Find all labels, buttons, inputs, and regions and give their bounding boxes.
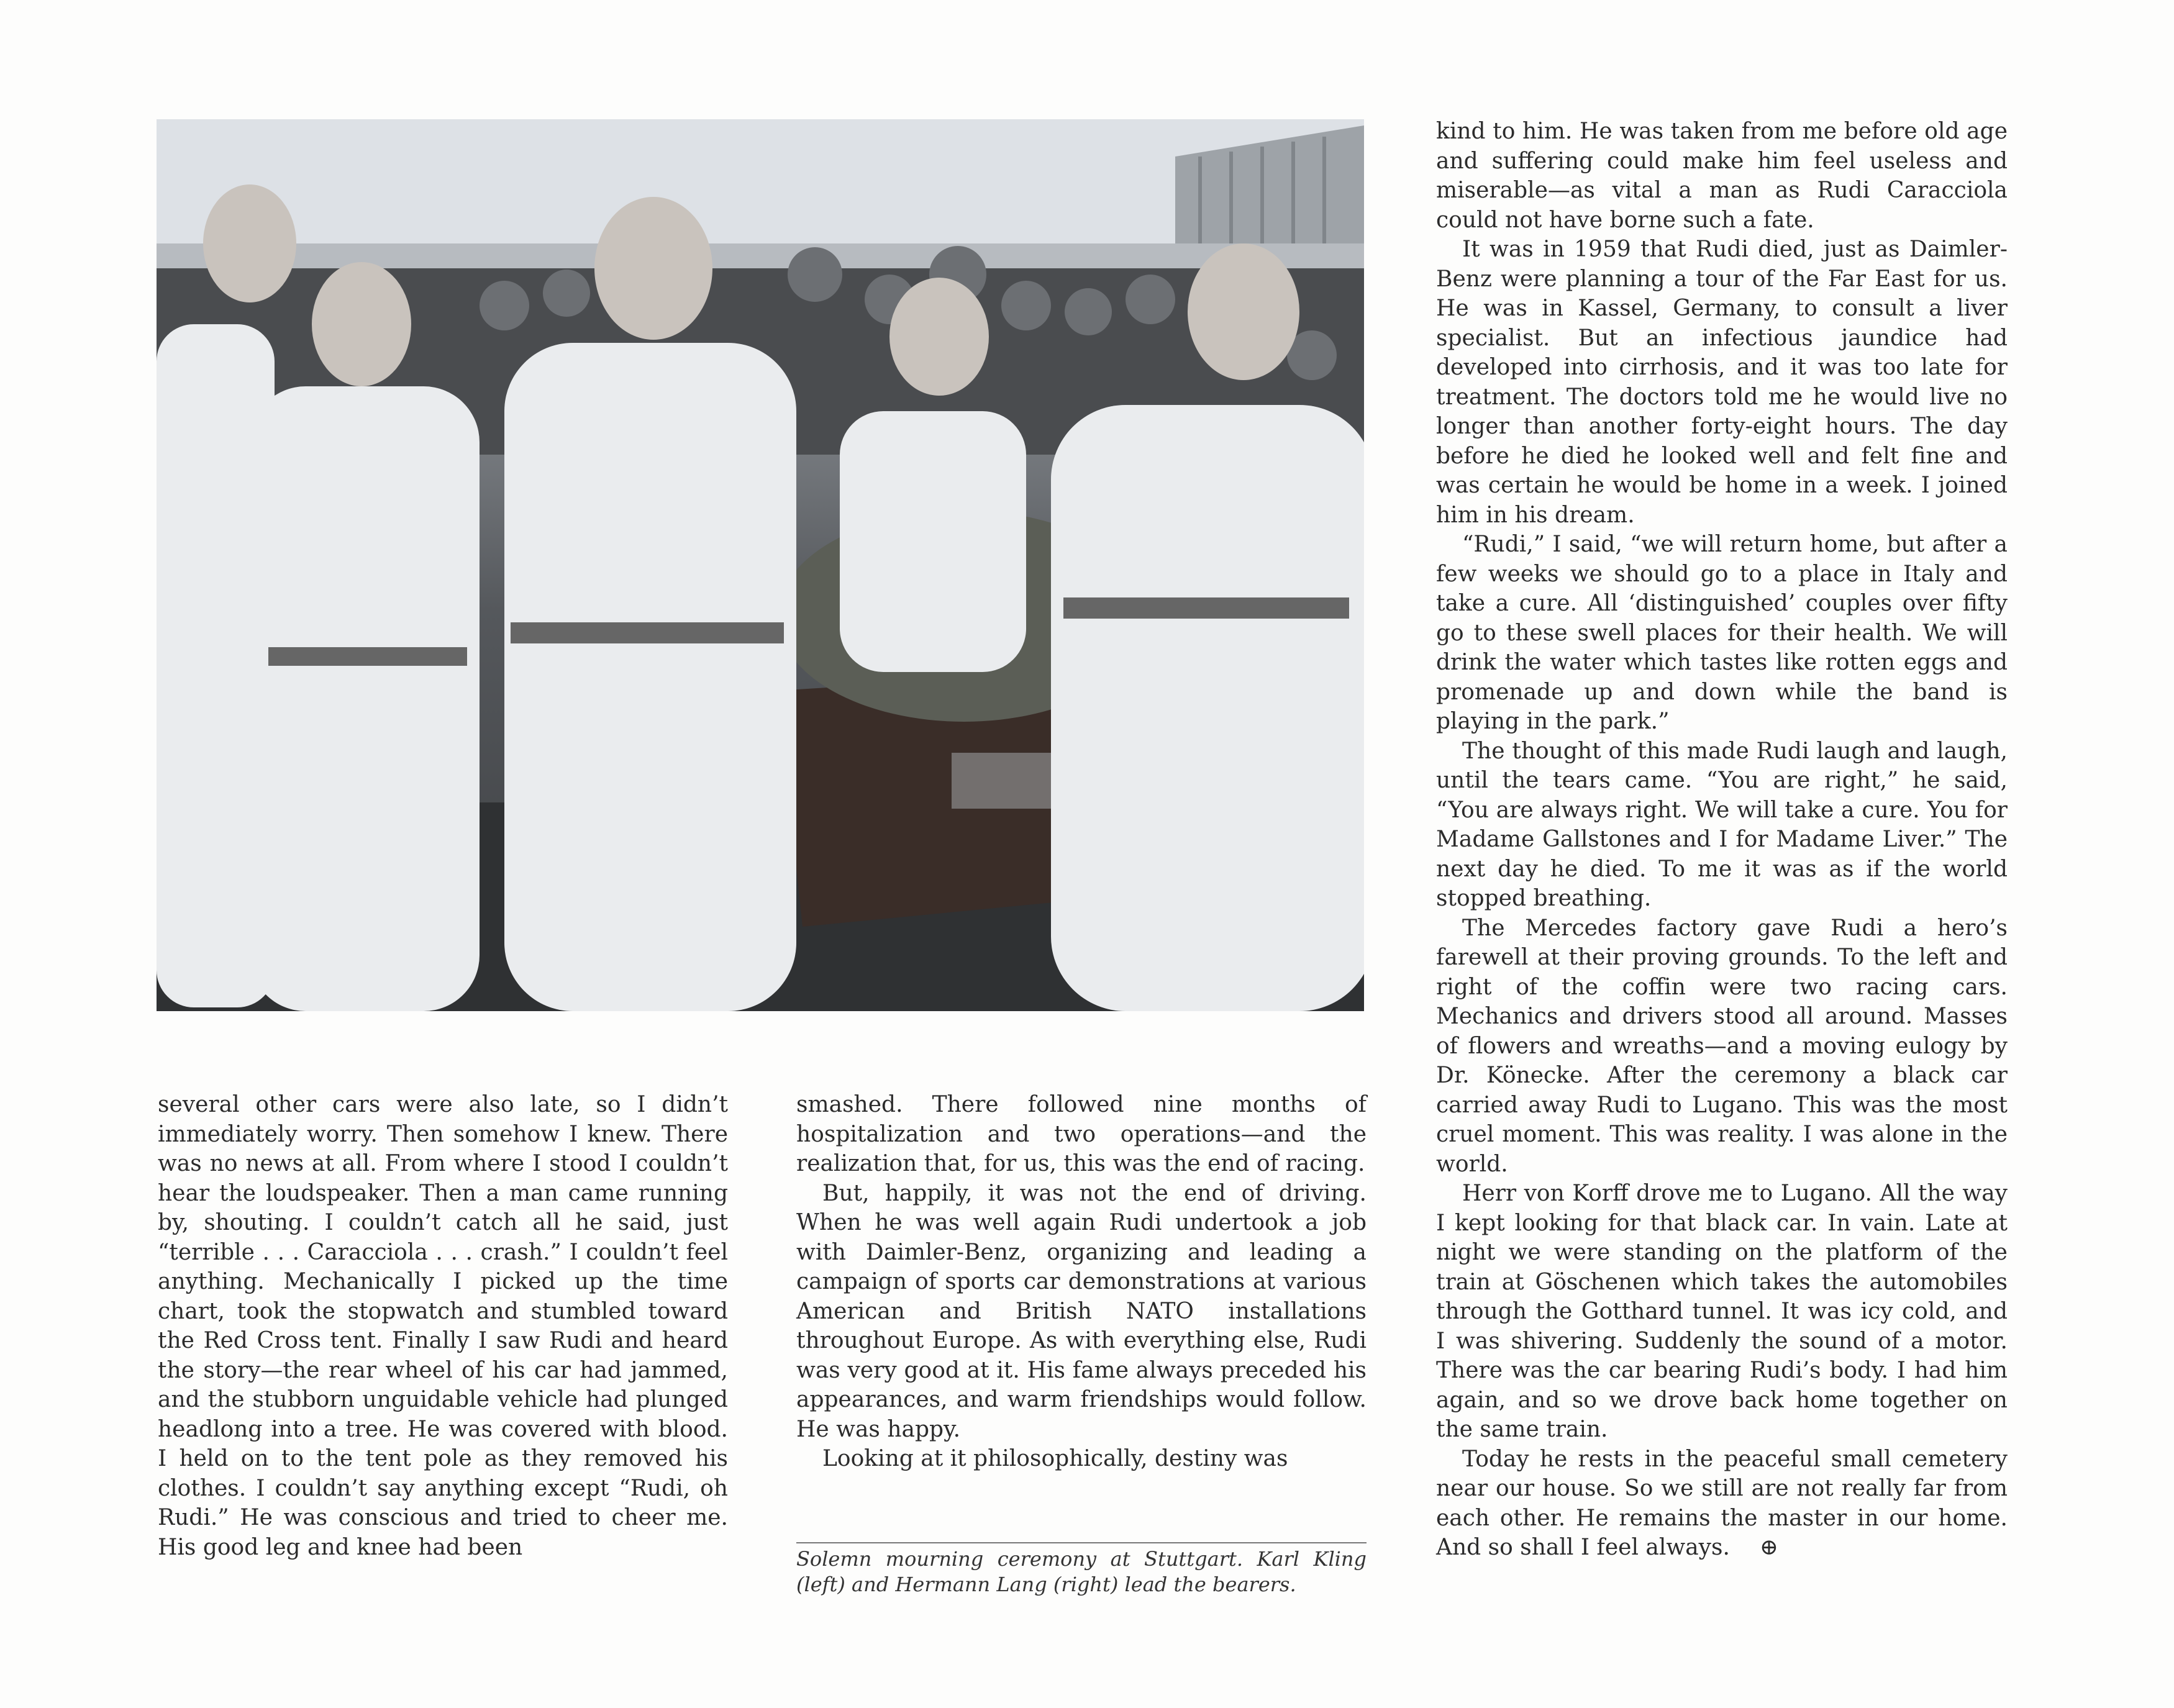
right-paragraph: The Mercedes factory gave Rudi a hero’s farewell at their proving grounds. To the left and right of the coffin were two racing cars. Mechanics and drivers stood all around. Masses of flowers and wreaths—and a moving eulogy by Dr. Könecke. After the ceremony a black car carried away Rudi to Lugano. This was the most cruel moment. This was reality. I was alone in the world. [1436, 915, 2008, 1177]
middle-paragraph: But, happily, it was not the end of driving. When he was well again Rudi undertook a job with Daimler-Benz, organizing and leading a campaign of sports car demonstrations at various American and British NATO installations throughout Europe. As with everything else, Rudi was very good at it. His fame always preceded his appearances, and warm friendships would follow. He was happy. [796, 1180, 1367, 1442]
middle-paragraph: smashed. There followed nine months of hospitalization and two operations—and the realization that, for us, this was the end of racing. [796, 1092, 1367, 1176]
middle-column [796, 1090, 1367, 1474]
right-paragraph: It was in 1959 that Rudi died, just as Daimler-Benz were planning a tour of the Far East for us. He was in Kassel, Germany, to consult a liver specialist. But an infectious jaundice had developed into cirrhosis, and it was too late for treatment. The doctors told me he would live no longer than another forty-eight hours. The day before he died he looked well and felt fine and was certain he would be home in a week. I joined him in his dream. [1436, 237, 2008, 528]
caption-divider [796, 1542, 1367, 1543]
right-paragraph: “Rudi,” I said, “we will return home, but after a few weeks we should go to a place in Italy and take a cure. All ‘distinguished’ couples over fifty go to these swell places for their health. We will drink the water which tastes like rotten eggs and promenade up and down while the band is playing in the park.” [1436, 532, 2008, 734]
middle-paragraph: Looking at it philosophically, destiny was [822, 1446, 1288, 1471]
photo-caption: Solemn mourning ceremony at Stuttgart. Karl Kling (left) and Hermann Lang (right) lead the bearers. [796, 1547, 1367, 1596]
right-paragraph-text: Today he rests in the peaceful small cemetery near our house. So we still are not really far from each other. He remains the master in our home. And so shall I feel always. [1436, 1446, 2008, 1560]
right-paragraph: kind to him. He was taken from me before old age and suffering could make him feel useless and miserable—as vital a man as Rudi Caracciola could not have borne such a fate. [1436, 119, 2008, 233]
end-mark-icon: ⊕ [1759, 1535, 1779, 1560]
right-paragraph-final [1436, 1445, 2008, 1563]
right-column [1436, 117, 2008, 1563]
right-paragraph: Herr von Korff drove me to Lugano. All the way I kept looking for that black car. In vain. Late at night we were standing on the platform of the train at Göschenen which takes the automobiles through the Gotthard tunnel. It was icy cold, and I was shivering. Suddenly the sound of a motor. There was the car bearing Rudi’s body. I had him again, and so we drove back home together on the same train. [1436, 1181, 2008, 1442]
left-paragraph: several other cars were also late, so I didn’t immediately worry. Then somehow I knew. There was no news at all. From where I stood I couldn’t hear the loudspeaker. Then a man came running by, shouting. I couldn’t catch all he said, just “terrible . . . Caracciola . . . crash.” I couldn’t feel anything. Mechanically I picked up the time chart, took the stopwatch and stumbled toward the Red Cross tent. Finally I saw Rudi and heard the story—the rear wheel of his car had jammed, and the stubborn unguidable vehicle had plunged headlong into a tree. He was covered with blood. I held on to the tent pole as they removed his clothes. I couldn’t say anything except “Rudi, oh Rudi.” He was conscious and tried to cheer me. His good leg and knee had been [158, 1092, 728, 1560]
right-paragraph: The thought of this made Rudi laugh and laugh, until the tears came. “You are right,” he said, “You are always right. We will take a cure. You for Madame Gallstones and I for Madame Liver.” The next day he died. To me it was as if the world stopped breathing. [1436, 738, 2008, 911]
photo-funeral-procession-icon [157, 119, 1364, 1011]
left-column [158, 1090, 728, 1562]
funeral-photo [157, 119, 1364, 1011]
